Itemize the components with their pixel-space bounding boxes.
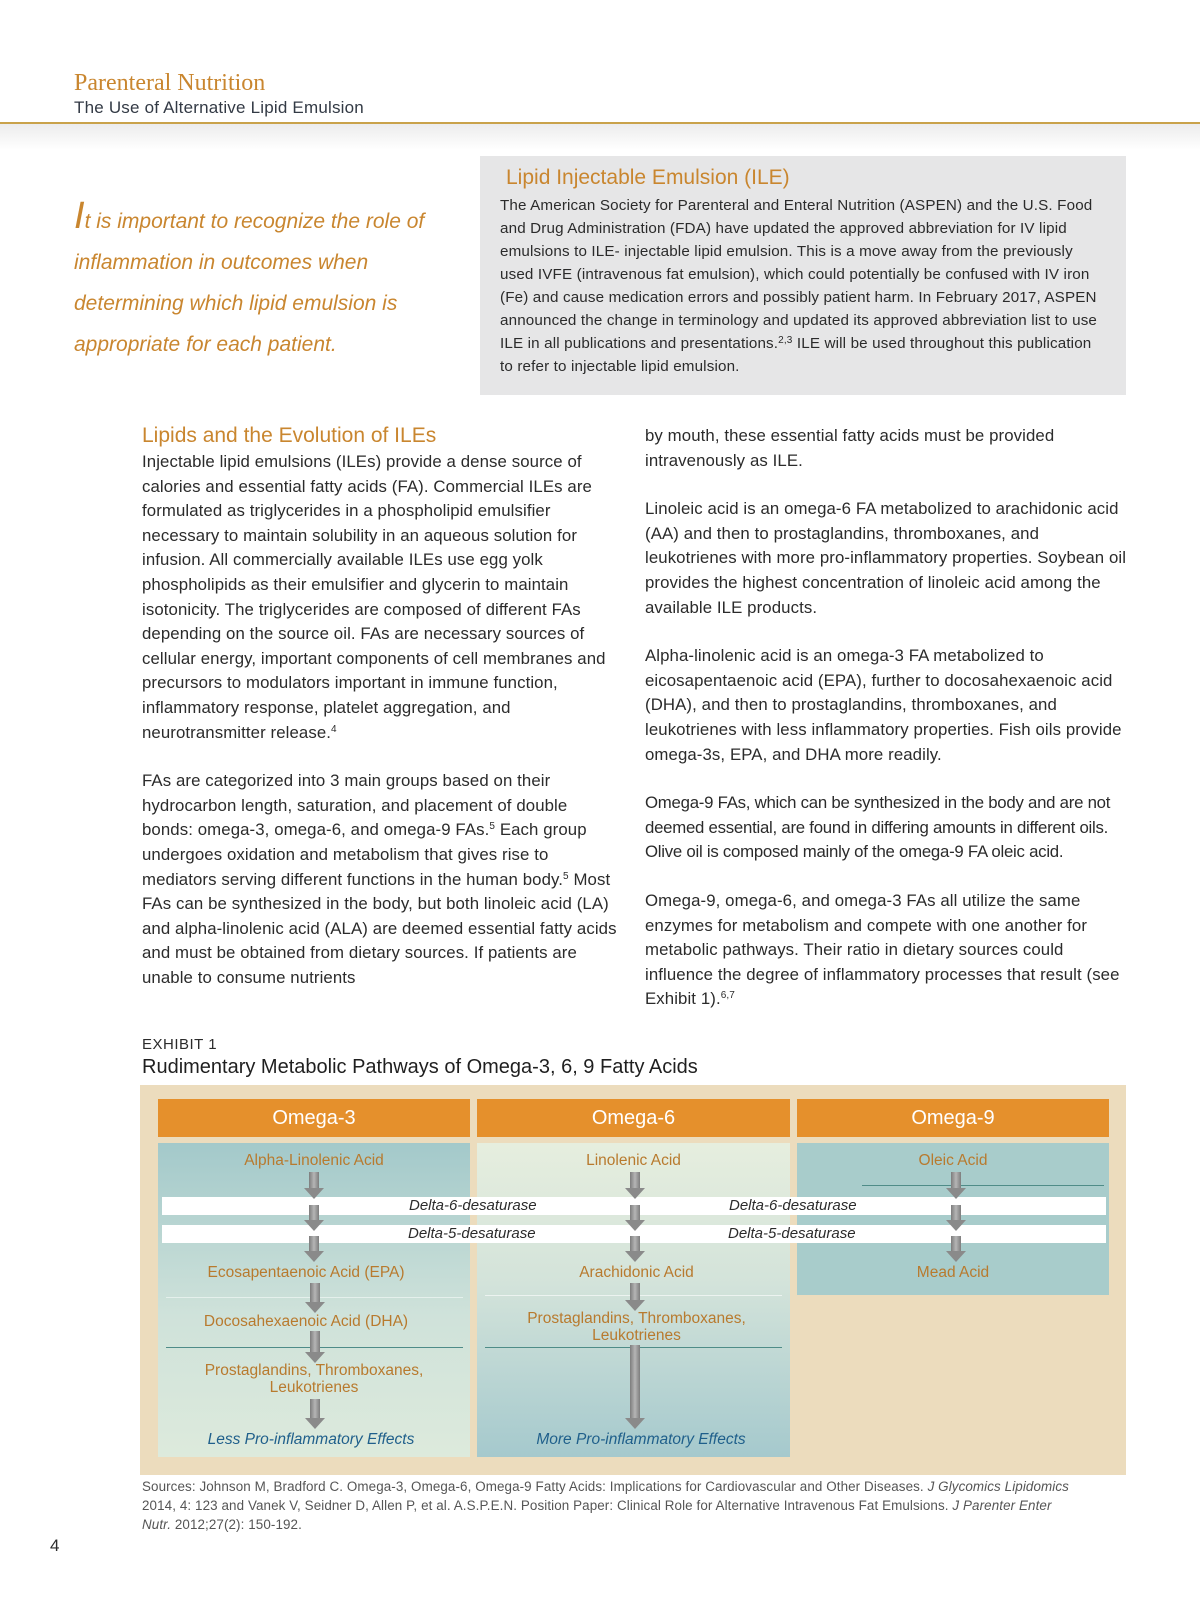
pull-quote <box>74 196 454 365</box>
ile-box-title: Lipid Injectable Emulsion (ILE) <box>506 166 790 189</box>
header-subtitle: The Use of Alternative Lipid Emulsion <box>74 98 364 117</box>
oleic-acid: Oleic Acid <box>918 1152 988 1169</box>
paragraph-2-ref-1: 5 <box>489 821 496 833</box>
page-number: 4 <box>50 1536 60 1555</box>
paragraph-r5 <box>645 889 1135 1012</box>
ile-box-text-end: ILE will be used throughout this publication to refer to injectable lipid emulsion. <box>500 335 1092 375</box>
enzyme-delta-5-label: Delta-5-desaturase <box>408 1225 536 1242</box>
exhibit-sources <box>142 1477 1072 1534</box>
arrow-down-icon <box>625 1172 645 1199</box>
pull-quote-text: t is important to recognize the role of inflammation in outcomes when determining which lipid emulsion is appropriate for each patient. <box>74 210 425 356</box>
omega-3-header: Omega-3 <box>158 1099 470 1137</box>
paragraph-1 <box>142 450 620 745</box>
ile-box-body <box>500 194 1104 378</box>
omega-6-prostaglandins-line-2: Leukotrienes <box>592 1327 681 1344</box>
exhibit-title: Rudimentary Metabolic Pathways of Omega-3, 6, 9 Fatty Acids <box>142 1056 698 1078</box>
epa-node: Ecosapentaenoic Acid (EPA) <box>207 1264 405 1281</box>
arrow-down-icon <box>946 1236 966 1262</box>
paragraph-2-ref-2: 5 <box>563 870 569 882</box>
more-inflammatory-effects: More Pro-inflammatory Effects <box>536 1431 746 1448</box>
dha-node: Docosahexaenoic Acid (DHA) <box>203 1313 409 1330</box>
arrow-down-icon <box>625 1236 645 1262</box>
arrow-down-icon <box>304 1205 324 1231</box>
omega-3-prostaglandins-line-2: Leukotrienes <box>269 1379 359 1396</box>
paragraph-r5-text: Omega-9, omega-6, and omega-3 FAs all utilize the same enzymes for metabolism and compete with one another for metabolic pathways. Their ratio in dietary sources could influence the degree of inflammatory processes that result (see Exhibit 1). <box>645 890 1120 1009</box>
linolenic-acid: Linolenic Acid <box>586 1152 681 1169</box>
omega-3-prostaglandins-line-1: Prostaglandins, Thromboxanes, <box>204 1362 424 1379</box>
paragraph-r5-ref: 6,7 <box>720 990 735 1002</box>
paragraph-1-text: Injectable lipid emulsions (ILEs) provide a dense source of calories and essential fatty acids (FA). Commercial ILEs are formulated as triglycerides in a phospholipid emulsifier necessary to maintain solubility in an aqueous solution for infusion. All commercially available ILEs use egg yolk phospholipids as their emulsifier and glycerin to maintain isotonicity. The triglycerides are composed of different FAs depending on the source oil. FAs are necessary sources of cellular energy, important components of cell membranes and precursors to modulators important in immune function, inflammatory response, platelet aggregation, and neurotransmitter release. <box>142 452 606 742</box>
pull-quote-initial: I <box>74 195 85 237</box>
ile-box-text: The American Society for Parenteral and Enteral Nutrition (ASPEN) and the U.S. Food and Drug Administration (FDA) have updated the approved abbreviation for IV lipid emulsions to ILE- injectable lipid emulsion. This is a move away from the previously used IVFE (intravenous fat emulsion), which could potentially be confused with IV iron (Fe) and cause medication errors and possibly patient harm. In February 2017, ASPEN announced the change in terminology and updated its approved abbreviation list to use ILE in all publications and presentations. <box>500 197 1098 352</box>
arrow-down-icon <box>304 1172 324 1199</box>
enzyme-delta-6-label: Delta-6-desaturase <box>409 1197 537 1214</box>
paragraph-2-text-c: Most FAs can be synthesized in the body, but both linoleic acid (LA) and alpha-linolenic acid (ALA) are deemed essential fatty acids and must be obtained from dietary sources. If patients are unable to consume nutrients <box>142 869 617 987</box>
omega-6-prostaglandins-line-1: Prostaglandins, Thromboxanes, <box>527 1310 746 1327</box>
enzyme-delta-6-label: Delta-6-desaturase <box>729 1197 857 1214</box>
paragraph-2-text-a: FAs are categorized into 3 main groups based on their hydrocarbon length, saturation, and placement of double bonds: omega-3, omega-6, and omega-9 FAs. <box>142 771 568 840</box>
sources-text-b: 2014, 4: 123 and Vanek V, Seidner D, Allen P, et al. A.S.P.E.N. Position Paper: Clinical Role for Alternative Intravenous Fat Emulsions. <box>142 1498 953 1513</box>
header-title: Parenteral Nutrition <box>74 70 266 96</box>
paragraph-r4: Omega-9 FAs, which can be synthesized in the body and are not deemed essential, are found in differing amounts in different oils. Olive oil is composed mainly of the omega-9 FA oleic acid. <box>645 793 1111 862</box>
omega-6-header: Omega-6 <box>477 1099 790 1137</box>
sources-text-c: 2012;27(2): 150-192. <box>171 1517 302 1532</box>
arrow-down-icon <box>305 1399 325 1429</box>
omega-9-header: Omega-9 <box>797 1099 1109 1137</box>
alpha-linolenic-acid: Alpha-Linolenic Acid <box>244 1152 384 1169</box>
arrow-down-icon <box>304 1236 324 1262</box>
separator <box>862 1185 1104 1186</box>
sources-text-a: Sources: Johnson M, Bradford C. Omega-3, Omega-6, Omega-9 Fatty Acids: Implications for Cardiovascular and Other Diseases. <box>142 1479 928 1494</box>
arrow-down-icon <box>625 1283 645 1311</box>
section-title: Lipids and the Evolution of ILEs <box>142 424 437 447</box>
arrow-down-icon <box>946 1172 966 1199</box>
less-inflammatory-effects: Less Pro-inflammatory Effects <box>207 1431 415 1448</box>
arrow-down-icon <box>305 1283 325 1313</box>
arrow-down-icon <box>946 1205 966 1231</box>
paragraph-r3: Alpha-linolenic acid is an omega-3 FA metabolized to eicosapentaenoic acid (EPA), further to docosahexaenoic acid (DHA), and then to prostaglandins, thromboxanes, and leukotrienes with less inflammatory properties. Fish oils provide omega-3s, EPA, and DHA more readily. <box>645 646 1122 764</box>
right-column <box>645 424 1135 1012</box>
omega-3-prostaglandins-node <box>158 1362 470 1396</box>
ile-box-ref: 2,3 <box>778 335 793 346</box>
header-shadow <box>0 124 1200 150</box>
arrow-down-icon <box>625 1345 645 1429</box>
left-column <box>142 424 620 990</box>
mead-acid: Mead Acid <box>916 1264 990 1281</box>
sources-journal-1: J Glycomics Lipidomics <box>927 1479 1069 1494</box>
paragraph-1-ref: 4 <box>331 723 337 735</box>
arrow-down-icon <box>625 1205 645 1231</box>
sources-journal-2: J Parenter Enter Nutr. <box>142 1498 1052 1532</box>
arrow-down-icon <box>305 1331 325 1363</box>
paragraph-2 <box>142 769 620 990</box>
arachidonic-acid: Arachidonic Acid <box>579 1264 694 1281</box>
paragraph-r2: Linoleic acid is an omega-6 FA metabolized to arachidonic acid (AA) and then to prostaglandins, thromboxanes, and leukotrienes with more pro-inflammatory properties. Soybean oil provides the highest concentration of linoleic acid among the available ILE products. <box>645 499 1127 617</box>
paragraph-2-text-b: Each group undergoes oxidation and metabolism that gives rise to mediators serving different functions in the human body. <box>142 820 587 889</box>
ile-info-box <box>480 156 1126 395</box>
paragraph-r1: by mouth, these essential fatty acids must be provided intravenously as ILE. <box>645 426 1055 470</box>
exhibit-label: EXHIBIT 1 <box>142 1036 218 1053</box>
enzyme-delta-5-label: Delta-5-desaturase <box>728 1225 856 1242</box>
omega-6-prostaglandins-node <box>477 1310 796 1344</box>
